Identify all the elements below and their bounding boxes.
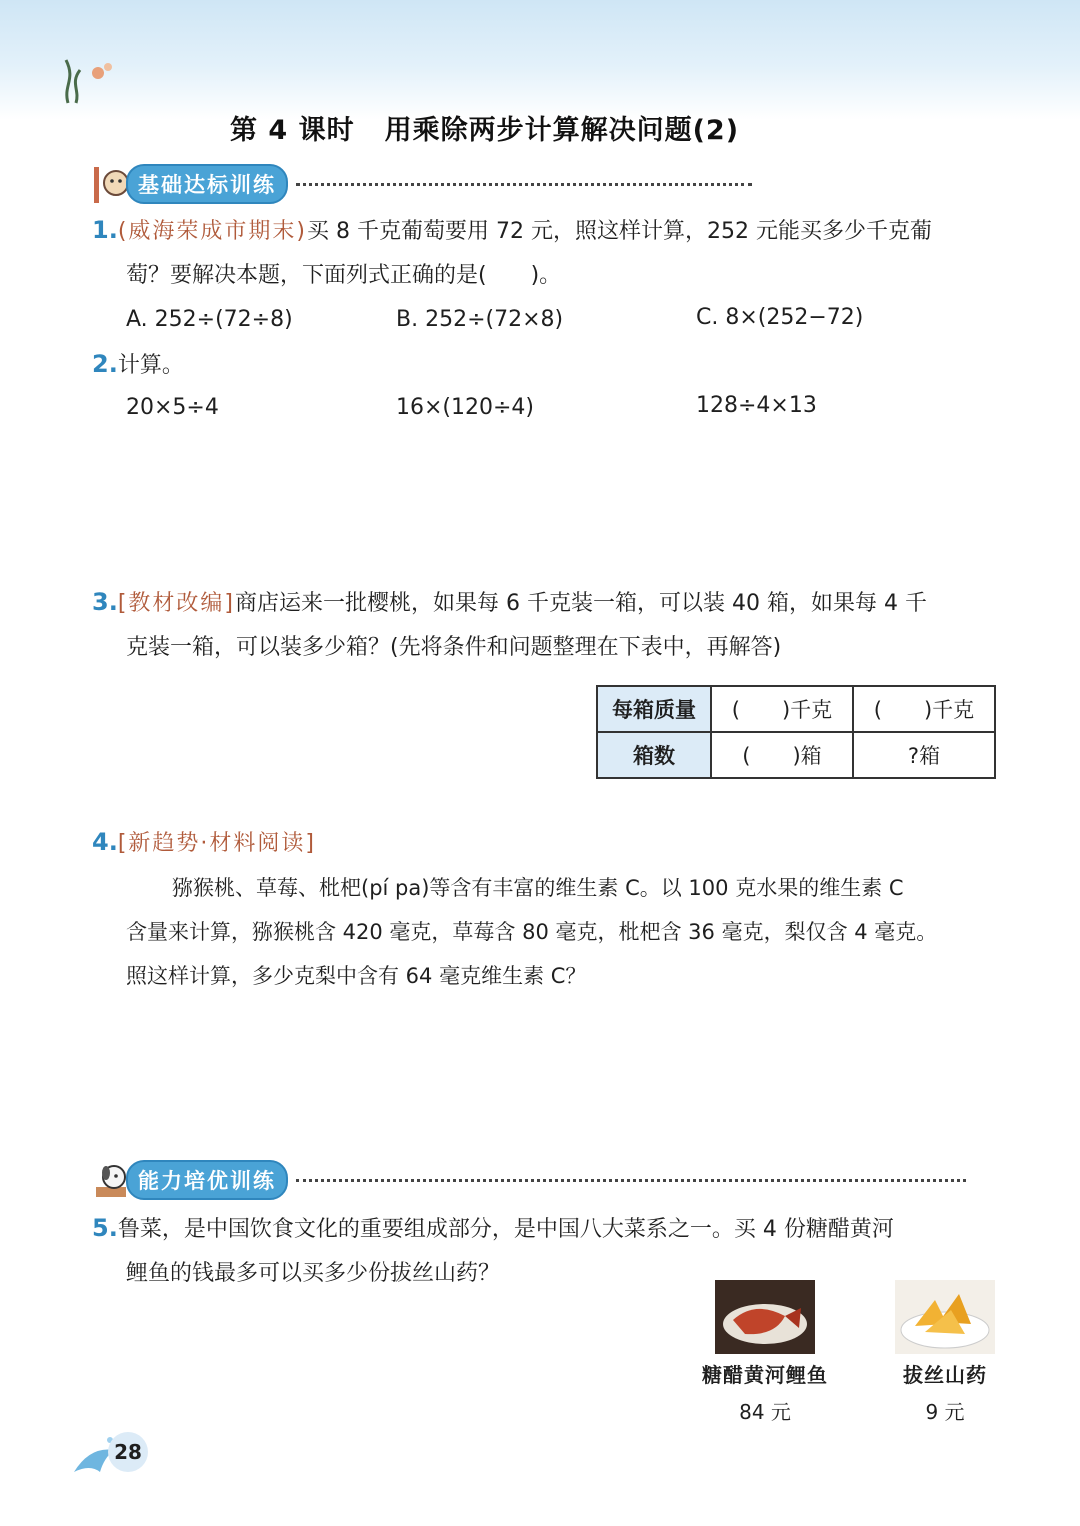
fish-dish-image	[715, 1280, 815, 1354]
table-row	[597, 732, 995, 778]
yam-dish-image	[895, 1280, 995, 1354]
option-c: C. 8×(252−72)	[696, 305, 864, 330]
question-text: 鲁菜，是中国饮食文化的重要组成部分，是中国八大菜系之一。买 4 份糖醋黄河	[117, 1217, 894, 1242]
section-advanced-header	[92, 1160, 966, 1200]
question-text-cont: 克装一箱，可以装多少箱？(先将条件和问题整理在下表中，再解答)	[126, 635, 782, 660]
question-number: 2.	[92, 350, 118, 378]
question-text-cont: 鲤鱼的钱最多可以买多少份拔丝山药？	[126, 1261, 501, 1286]
food-name: 拔丝山药	[903, 1363, 987, 1387]
question-source: (威海荣成市期末)	[117, 219, 307, 244]
section-basic-header	[92, 164, 752, 204]
question-3	[92, 580, 1012, 670]
lesson-title: 用乘除两步计算解决问题(2)	[384, 115, 740, 146]
table-cell: 箱数	[597, 732, 711, 778]
section-divider	[296, 1179, 966, 1182]
passage-line: 含量来计算，猕猴桃含 420 毫克，草莓含 80 毫克，枇杷含 36 毫克，梨仅含 4 毫克。	[126, 920, 938, 944]
header-band	[0, 0, 1080, 120]
expression-2: 16×(120÷4)	[396, 395, 535, 420]
question-number: 5.	[92, 1214, 118, 1242]
table-cell: 每箱质量	[597, 686, 711, 732]
table-cell: ( )箱	[711, 732, 853, 778]
question-number: 4.	[92, 828, 118, 856]
passage-line: 猕猴桃、草莓、枇杷(pí pa)等含有丰富的维生素 C。以 100 克水果的维生素 C	[172, 876, 904, 900]
question-text-cont: 萄？要解决本题，下面列式正确的是( )。	[126, 263, 562, 288]
option-b: B. 252÷(72×8)	[396, 307, 564, 332]
question-source: [新趋势·材料阅读]	[117, 831, 316, 856]
food-price: 84 元	[739, 1400, 791, 1424]
expression-1: 20×5÷4	[126, 395, 219, 420]
section-divider	[296, 183, 752, 186]
table-cell: ( )千克	[853, 686, 995, 732]
question-1	[92, 208, 992, 298]
page-number: 28	[108, 1432, 148, 1472]
question-number: 1.	[92, 216, 118, 244]
section-advanced-label: 能力培优训练	[126, 1160, 288, 1200]
expression-3: 128÷4×13	[696, 393, 817, 418]
page-title	[230, 108, 739, 147]
passage-line: 照这样计算，多少克梨中含有 64 毫克维生素 C？	[126, 964, 587, 988]
question-text: 计算。	[117, 353, 184, 378]
food-item	[690, 1280, 840, 1425]
question-text: 商店运来一批樱桃，如果每 6 千克装一箱，可以装 40 箱，如果每 4 千	[235, 591, 927, 616]
answer-table	[596, 685, 996, 779]
table-cell: ( )千克	[711, 686, 853, 732]
table-row	[597, 686, 995, 732]
section-basic-label: 基础达标训练	[126, 164, 288, 204]
seaweed-icon	[58, 55, 118, 105]
food-item	[870, 1280, 1020, 1425]
table-cell: ?箱	[853, 732, 995, 778]
food-price: 9 元	[925, 1400, 965, 1424]
option-a: A. 252÷(72÷8)	[126, 307, 293, 332]
question-4	[92, 820, 316, 866]
food-name: 糖醋黄河鲤鱼	[702, 1363, 828, 1387]
question-source: [教材改编]	[117, 591, 235, 616]
lesson-number: 第 4 课时	[230, 115, 355, 146]
question-2	[92, 342, 184, 388]
question-number: 3.	[92, 588, 118, 616]
question-text: 买 8 千克葡萄要用 72 元，照这样计算，252 元能买多少千克葡	[307, 219, 932, 244]
